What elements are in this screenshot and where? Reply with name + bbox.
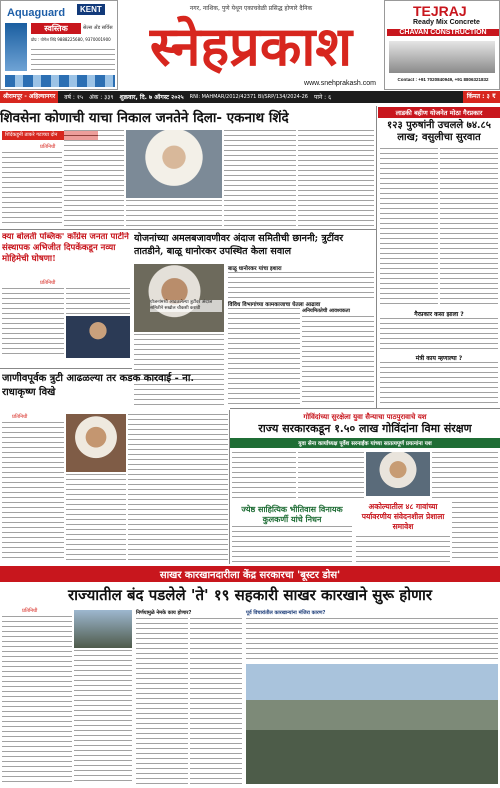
divider-hr-3 [230,408,500,409]
info-pages: पाने : ६ [313,94,332,101]
lead-byline: प्रतिनिधी [40,144,56,150]
dhanorkar-photo [134,264,224,332]
congress-byline: प्रतिनिधी [40,280,56,286]
sugar-byline: प्रतिनिधी [22,608,38,614]
radhakrishna-headline: जाणीवपूर्वक त्रुटी आढळल्या तर कडक कारवाई - ना. राधाकृष्ण विखे [2,373,194,398]
info-rni: RNI: MAHMAR/2012/42371 BI/SRP/134/2024-26 [189,94,308,100]
sugar-factory-photo-large [246,664,498,784]
right-box2-title: मंत्री काय म्हणाल्या ? [415,355,463,362]
govinda-photo [366,452,430,496]
yojana-headline: योजनांच्या अमलबजावणीवर अंदाज समितीची छाननी; त्रुटींवर तातडीने, बाळू धानोरकर उपस्थित केला सवाल [134,233,344,257]
lead-col-2 [64,130,124,226]
lead-col-3 [126,200,222,226]
sugar-sub2: पूर्व विचारांतील कारखान्यांना मंजिरा कारण? [246,610,326,616]
congress-col-1 [2,288,64,358]
right-box-text [380,318,498,352]
radhakrishna-col-1 [2,422,64,560]
divider-hr-1 [0,229,376,230]
yojana-col-b [228,308,300,406]
akole-side-text [452,502,498,562]
govinda-kicker: गोविंदांच्या सुरक्षेला युवा सैन्याचा पाठपुरावाचे यश [303,412,427,421]
sugar-col-5 [246,618,498,662]
info-issue: अंक : ३३९ [89,94,114,101]
vikhe-photo [66,414,126,472]
congress-headline: क्या बोलती पब्लिक' काँग्रेस जनता पार्टीने संस्थापक अभिजीत दिपकेंकडून नव्या मोहिमेची घोषणा! [2,232,129,264]
sugar-col-3 [136,618,188,784]
sugar-sub1: निर्णयामुळे नेमके काय होणार? [136,610,192,616]
radhakrishna-byline: प्रतिनिधी [12,414,28,420]
divider-right-column [376,106,377,408]
lead-col-1 [2,152,62,226]
sugar-col-4 [190,618,242,784]
ad-left-shop-sub: सेल्स अँड सर्विस [83,25,113,31]
info-bar [0,91,500,103]
purifier-strip [5,75,115,87]
eknath-shinde-photo [126,130,222,198]
govinda-col-2 [298,452,364,500]
masthead-website[interactable]: www.snehprakash.com [304,80,376,87]
info-year: वर्ष : १५ [64,94,84,101]
govinda-headline: राज्य सरकारकडून १.५० लाख गोविंदांना विमा संरक्षण [258,422,472,435]
yojana-sub1: बाळू धानोरकर यांचा इशारा [228,266,282,272]
right-headline: १२३ पुरुषांनी उचलले ७४.८५ लाख; वसुलीचा सुरवात [387,120,491,143]
lead-headline: शिवसेना कोणाची याचा निकाल जनतेने दिला- एकनाथ शिंदे [0,110,289,126]
sugar-factory-photo-small [74,610,132,648]
akole-headline: अकोल्यातील ४८ गावांच्या पर्यावरणीय संवेदनशील प्रेशाला समावेश [361,502,445,531]
water-purifier-image [5,23,27,71]
govinda-col-1 [232,452,296,500]
ad-right-company: CHAVAN CONSTRUCTION [387,29,499,36]
congress-col-2 [66,288,130,314]
ad-right-brand: TEJRAJ [413,3,467,19]
masthead [120,0,382,90]
ad-left-brand2: KENT [77,4,105,15]
sugar-col-2 [74,650,132,784]
divider-hr-2 [0,368,132,369]
yojana-col-c [302,316,374,406]
masthead-title: स्नेहप्रकाश [149,14,353,78]
ad-left-phone: प्रोप्र : योगेश शिंदे 9888225680, 9370001900 [31,37,111,42]
ad-right [384,0,500,90]
govinda-col-3 [432,452,498,500]
right-box2-text [380,362,498,406]
ad-left [0,0,118,90]
sugar-col-1 [2,616,72,784]
yojana-col-a [228,272,374,298]
sugar-banner: साखर कारखानदारीला केंद्र सरकारचा 'बूस्टर डोस' [0,566,500,582]
lead-sub-headline: शिंदेंकडूनी ठाकरे गटाच्या दोन [2,131,98,140]
right-col-a [380,148,438,308]
info-city: श्रीरामपूर - अहिल्यानगर [0,91,58,103]
info-price: किंमत : ३ ₹ [463,91,500,103]
vinayak-headline: ज्येष्ठ साहित्यिक भीतिवास विनायक कुलकर्णी यांचे निधन [241,504,343,524]
ad-left-brand: Aquaguard [7,7,66,19]
lead-col-4 [224,130,296,226]
divider-middle [229,410,230,564]
radhakrishna-col-3 [128,414,228,560]
abhijit-dipke-photo [66,316,130,358]
vinayak-text [232,526,352,562]
right-col-b [440,148,498,308]
right-kicker: लाडकी बहीण योजनेत मोठा गैरप्रकार [378,107,500,118]
right-box-title: गैरप्रकार कसा झाला ? [414,311,464,318]
yojana-sub2: विविध विभागांच्या कामकाजाचा घेतला आढावा [228,302,321,308]
info-date: शुक्रवार, दि. ७ ऑगस्ट २०२५ [119,94,184,101]
govinda-banner: युवा सेना कार्याध्यक्ष पूर्वेश सरनाईक यांच्या सातत्यपूर्ण प्रयत्नांना यश [230,438,500,448]
ad-right-sub: Ready Mix Concrete [413,19,480,26]
concrete-truck-image [389,41,495,73]
yojana-sub3: अनियमिततेची आवश्यकता [302,308,350,314]
lead-col-5 [298,130,374,226]
ad-left-shop: स्वस्तिक [31,23,81,34]
masthead-tagline: नगर, नाशिक, पुणे येथून एकाचवेळी प्रसिद्ध होणारे दैनिक [189,5,313,12]
radhakrishna-col-2 [66,474,126,560]
yojana-quote: योजनांमध्ये आढळलेल्या त्रुटींवर अंदाज समितीने सखोल चौकशी करावी [150,300,222,312]
sugar-headline: राज्यातील बंद पडलेले 'ते' १९ सहकारी साखर कारखाने सुरू होणार [67,586,433,604]
ad-left-text [31,49,115,71]
akole-text [356,536,450,562]
ad-right-contact: Contact : +91 7020840949, +91 8806321832 [397,77,489,82]
